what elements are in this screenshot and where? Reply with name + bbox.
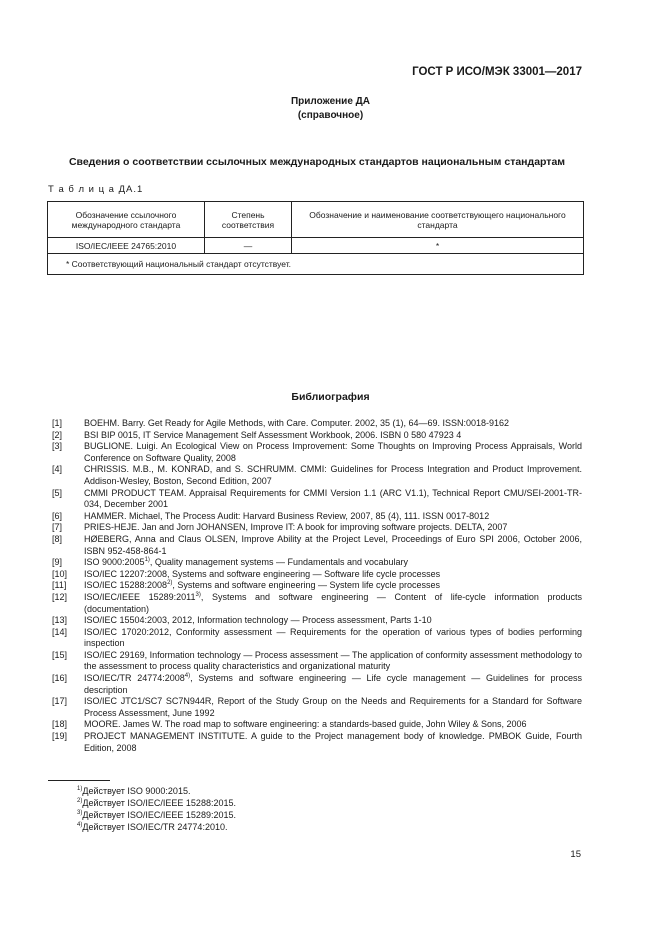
bibliography-entry <box>52 719 582 731</box>
bibliography-entry <box>52 522 582 534</box>
footnote <box>77 810 236 820</box>
footnote-text: Действует ISO/IEC/TR 24774:2010. <box>82 822 228 832</box>
bibliography-entry-text <box>84 615 582 627</box>
page-number: 15 <box>570 849 581 860</box>
table-note-row <box>48 254 584 275</box>
table-cell: — <box>205 238 292 254</box>
appendix-subtitle: (справочное) <box>297 110 364 121</box>
footnote-reference: 2) <box>167 580 173 587</box>
bibliography-entry-number: [17] <box>52 696 68 707</box>
bibliography-entry-number: [2] <box>52 429 63 440</box>
bibliography-entry-text <box>84 557 582 569</box>
table-cell: * <box>292 238 584 254</box>
table-row <box>48 238 584 254</box>
entry-text-part: ISO/IEC 15288:2008 <box>84 580 168 591</box>
table-cell: ISO/IEC/IEEE 24765:2010 <box>48 238 205 254</box>
entry-text-part: , Systems and software engineering — Life cycle management — Guidelines for process description <box>84 673 582 695</box>
entry-text-part: BSI BIP 0015, IT Service Management Self Assessment Workbook, 2006. ISBN 0 580 47923 4 <box>84 429 462 440</box>
bibliography-entry-text <box>84 464 582 487</box>
bibliography-entry-number: [11] <box>52 580 67 591</box>
table-label: Т а б л и ц а ДА.1 <box>48 184 144 195</box>
table-header-cell: Обозначение и наименование соответствующего национального стандарта <box>292 202 584 238</box>
entry-text-part: CMMI PRODUCT TEAM. Appraisal Requirements for CMMI Version 1.1 (ARC V1.1), Technical Report CMU/SEI-2001-TR-034, December 2001 <box>84 487 582 510</box>
bibliography-entry-number: [12] <box>52 591 68 602</box>
table-note: * Соответствующий национальный стандарт отсутствует. <box>48 254 584 275</box>
bibliography-entry-text <box>84 441 582 464</box>
bibliography-entry <box>52 511 582 523</box>
entry-text-part: MOORE. James W. The road map to software engineering: a standards-based guide, John Wiley & Sons, 2006 <box>84 719 527 730</box>
bibliography-entry <box>52 430 582 442</box>
entry-text-part: ISO/IEC 15504:2003, 2012, Information technology — Process assessment, Parts 1-10 <box>84 615 432 626</box>
entry-text-part: ISO/IEC JTC1/SC7 SC7N944R, Report of the Study Group on the Needs and Requirements for a Standard for Software Process Assessment, June 1992 <box>84 696 582 718</box>
entry-text-part: , Quality management systems — Fundamentals and vocabulary <box>149 557 409 568</box>
bibliography-entry-number: [18] <box>52 719 68 730</box>
bibliography-title: Библиография <box>291 391 370 403</box>
bibliography-entry-number: [5] <box>52 487 63 498</box>
footnote-mark: 3) <box>77 810 83 816</box>
footnote-mark: 2) <box>77 798 83 804</box>
footnote-text: Действует ISO/IEC/IEEE 15289:2015. <box>82 810 236 820</box>
entry-text-part: ISO 9000:2005 <box>84 557 145 568</box>
footnote <box>77 822 227 832</box>
entry-text-part: PRIES-HEJE. Jan and Jorn JOHANSEN, Improve IT: A book for improving software projects. DELTA, 2007 <box>84 522 508 533</box>
entry-text-part: ISO/IEC 12207:2008, Systems and software engineering — Software life cycle processes <box>84 568 441 579</box>
footnote-reference: 1) <box>144 557 150 564</box>
footnote <box>77 798 236 808</box>
bibliography-entry <box>52 418 582 430</box>
footnote-text: Действует ISO/IEC/IEEE 15288:2015. <box>82 798 236 808</box>
bibliography-entry-text <box>84 673 582 696</box>
bibliography-entry-text <box>84 418 582 430</box>
bibliography-entry-number: [10] <box>52 568 68 579</box>
bibliography-entry-number: [13] <box>52 615 68 626</box>
bibliography-entry-number: [16] <box>52 673 68 684</box>
bibliography-entry <box>52 650 582 673</box>
bibliography-entry-number: [3] <box>52 441 63 452</box>
bibliography-entry-text <box>84 696 582 719</box>
bibliography-entry <box>52 673 582 696</box>
entry-text-part: ISO/IEC/IEEE 15289:2011 <box>84 591 196 602</box>
bibliography-entry-text <box>84 522 582 534</box>
bibliography-entry-number: [14] <box>52 626 68 637</box>
bibliography-entry-number: [15] <box>52 649 68 660</box>
entry-text-part: BOEHM. Barry. Get Ready for Agile Methods, with Care. Computer. 2002, 35 (1), 64—69. ISSN:0018-9162 <box>84 418 510 428</box>
bibliography-entry-number: [7] <box>52 522 63 533</box>
footnote-text: Действует ISO 9000:2015. <box>82 786 191 796</box>
table-header-cell: Обозначение ссылочного международного стандарта <box>48 202 205 238</box>
entry-text-part: BUGLIONE. Luigi. An Ecological View on Process Improvement: Some Thoughts on Improving Process Appraisals, World Conference on Software Quality, 2008 <box>84 441 582 463</box>
bibliography-entry-number: [6] <box>52 510 63 521</box>
footnote-mark: 4) <box>77 822 83 828</box>
section-heading: Сведения о соответствии ссылочных международных стандартов национальным стандартам <box>68 156 566 168</box>
entry-text-part: HAMMER. Michael, The Process Audit: Harvard Business Review, 2007, 85 (4), 111. ISSN 0017-8012 <box>84 510 490 521</box>
bibliography-entry-text <box>84 511 582 523</box>
footnote-divider <box>48 780 110 781</box>
bibliography-entry <box>52 488 582 511</box>
bibliography-entry-text <box>84 534 582 557</box>
footnote-mark: 1) <box>77 786 83 792</box>
bibliography-entry-text <box>84 731 582 754</box>
bibliography-entry-text <box>84 488 582 511</box>
bibliography-entry <box>52 464 582 487</box>
table-header-cell: Степень соответствия <box>205 202 292 238</box>
entry-text-part: , Systems and software engineering — Content of life-cycle information products (documentation) <box>84 591 582 614</box>
bibliography-entry-number: [8] <box>52 533 63 544</box>
bibliography-entry-text <box>84 569 582 581</box>
bibliography-entry <box>52 557 582 569</box>
bibliography-entry <box>52 580 582 592</box>
bibliography-entry-number: [9] <box>52 557 63 568</box>
bibliography-entry-text <box>84 627 582 650</box>
footnote <box>77 786 190 796</box>
bibliography-list <box>52 418 582 754</box>
footnote-reference: 4) <box>184 673 191 680</box>
bibliography-entry-text <box>84 650 582 673</box>
bibliography-entry-text <box>84 580 582 592</box>
correspondence-table <box>47 201 584 275</box>
entry-text-part: , Systems and software engineering — System life cycle processes <box>172 580 441 591</box>
appendix-title: Приложение ДА <box>290 96 371 107</box>
entry-text-part: ISO/IEC 29169, Information technology — Process assessment — The application of conformity assessment methodology to the assessment to process quality characteristics and organizational maturity <box>84 649 582 672</box>
entry-text-part: HØEBERG, Anna and Claus OLSEN, Improve Ability at the Project Level, Proceedings of Euro SPI 2006, October 2006, ISBN 952-458-864-1 <box>84 533 582 556</box>
bibliography-entry <box>52 731 582 754</box>
bibliography-entry-text <box>84 430 582 442</box>
bibliography-entry <box>52 441 582 464</box>
standard-designation: ГОСТ Р ИСО/МЭК 33001—2017 <box>412 66 582 78</box>
entry-text-part: ISO/IEC 17020:2012, Conformity assessment — Requirements for the operation of various types of bodies performing inspection <box>84 626 582 649</box>
bibliography-entry <box>52 569 582 581</box>
entry-text-part: ISO/IEC/TR 24774:2008 <box>84 673 185 684</box>
bibliography-entry <box>52 534 582 557</box>
bibliography-entry-text <box>84 592 582 615</box>
bibliography-entry-text <box>84 719 582 731</box>
bibliography-entry-number: [4] <box>52 464 63 475</box>
table-header-row <box>48 202 584 238</box>
appendix-header <box>0 95 661 123</box>
bibliography-entry-number: [1] <box>52 418 63 428</box>
bibliography-entry-number: [19] <box>52 731 68 742</box>
bibliography-entry <box>52 615 582 627</box>
bibliography-entry <box>52 627 582 650</box>
bibliography-entry <box>52 592 582 615</box>
footnote-reference: 3) <box>195 591 201 598</box>
entry-text-part: CHRISSIS. M.B., M. KONRAD, and S. SCHRUMM. CMMI: Guidelines for Process Integration and Product Improvement. Addison-Wesley, Boston, Second Edition, 2007 <box>84 464 582 486</box>
entry-text-part: PROJECT MANAGEMENT INSTITUTE. A guide to the Project management body of knowledge. PMBOK Guide, Fourth Edition, 2008 <box>84 731 582 753</box>
bibliography-entry <box>52 696 582 719</box>
